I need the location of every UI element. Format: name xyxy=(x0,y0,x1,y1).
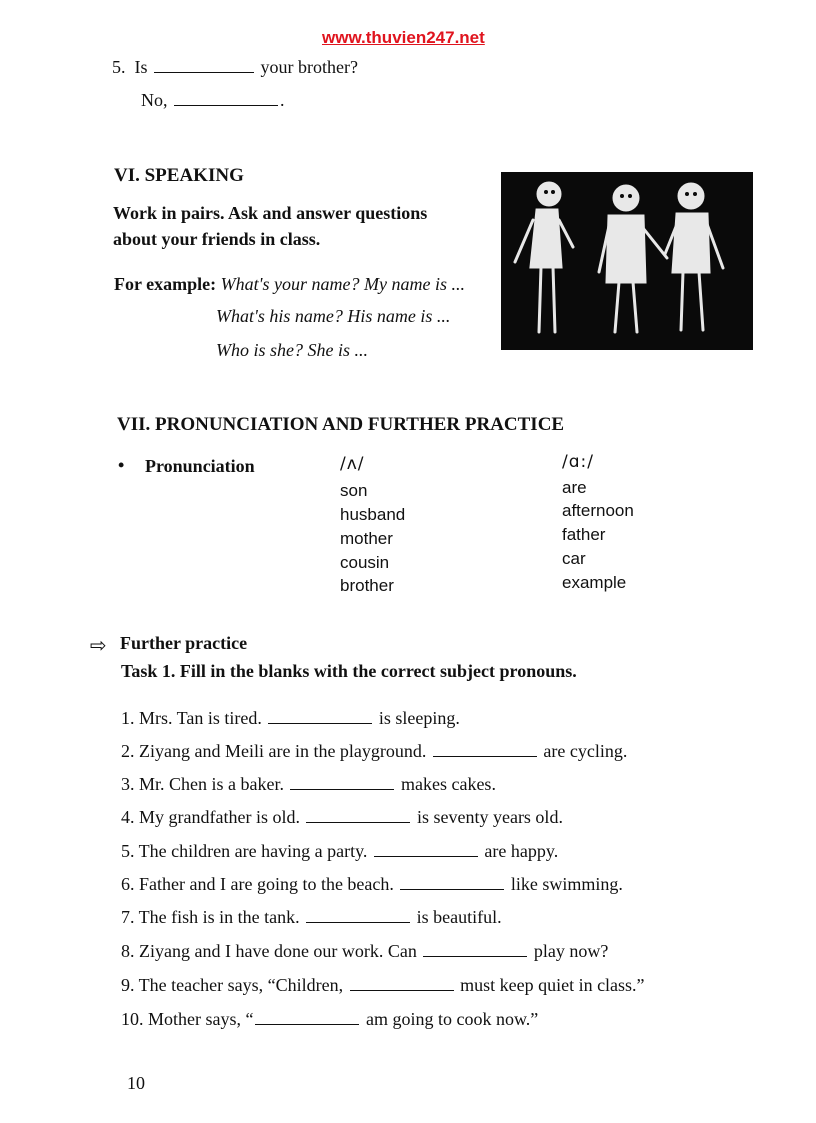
item-text: 8. Ziyang and I have done our work. Can xyxy=(121,941,417,961)
word-list-item: mother xyxy=(340,529,393,548)
item-text-end: must keep quiet in class.” xyxy=(460,975,645,995)
item-text-end: makes cakes. xyxy=(400,774,496,794)
task-title: Task 1. Fill in the blanks with the correct subject pronouns. xyxy=(121,661,577,681)
period: . xyxy=(280,90,285,110)
answer-blank[interactable] xyxy=(374,842,478,857)
item-text-end: is seventy years old. xyxy=(416,807,563,827)
word-list-item: son xyxy=(340,481,368,500)
answer-blank[interactable] xyxy=(174,91,278,106)
example-row-3: Who is she? She is ... xyxy=(216,340,368,360)
task-item xyxy=(121,774,496,795)
bullet: • xyxy=(118,455,125,475)
word-list-item: example xyxy=(562,573,627,592)
item-text-end: am going to cook now.” xyxy=(365,1009,539,1029)
item-text-end: are cycling. xyxy=(543,741,628,761)
answer-blank[interactable] xyxy=(154,58,254,73)
task-item xyxy=(121,708,460,729)
task-item xyxy=(121,1009,538,1030)
answer-blank[interactable] xyxy=(350,976,454,991)
speaking-instruction-2: about your friends in class. xyxy=(113,229,321,249)
arrow-right-icon: ⇨ xyxy=(90,633,107,657)
answer-blank[interactable] xyxy=(306,908,410,923)
task-item xyxy=(121,807,563,828)
answer-text: No, xyxy=(141,90,168,110)
item-text: 5. The children are having a party. xyxy=(121,841,368,861)
answer-blank[interactable] xyxy=(255,1010,359,1025)
question-text: Is xyxy=(134,57,148,77)
word-list-item: are xyxy=(562,478,587,497)
prev-answer-5 xyxy=(141,90,285,111)
item-text-end: is beautiful. xyxy=(416,907,502,927)
item-text: 10. Mother says, “ xyxy=(121,1009,254,1029)
pronunciation-heading: VII. PRONUNCIATION AND FURTHER PRACTICE xyxy=(117,414,565,435)
example-row-1 xyxy=(114,274,465,295)
task-item xyxy=(121,975,645,996)
further-practice-heading: Further practice xyxy=(120,633,248,653)
task-item xyxy=(121,841,558,862)
answer-blank[interactable] xyxy=(268,709,372,724)
word-list-item: afternoon xyxy=(562,501,634,520)
item-text: 1. Mrs. Tan is tired. xyxy=(121,708,262,728)
prev-question-5 xyxy=(112,57,358,78)
speaking-instruction-1: Work in pairs. Ask and answer questions xyxy=(113,203,428,223)
task-item xyxy=(121,874,623,895)
word-list-item: car xyxy=(562,549,586,568)
answer-blank[interactable] xyxy=(290,775,394,790)
word-list-item: cousin xyxy=(340,553,390,572)
example-row-2: What's his name? His name is ... xyxy=(216,306,451,326)
item-text-end: like swimming. xyxy=(510,874,623,894)
item-text-end: is sleeping. xyxy=(378,708,460,728)
word-list-item: father xyxy=(562,525,606,544)
answer-blank[interactable] xyxy=(423,942,527,957)
item-text: 6. Father and I are going to the beach. xyxy=(121,874,394,894)
item-text-end: are happy. xyxy=(484,841,559,861)
answer-blank[interactable] xyxy=(433,742,537,757)
watermark-link[interactable]: www.thuvien247.net xyxy=(322,28,485,47)
word-list-item: husband xyxy=(340,505,406,524)
phoneme-col2: /ɑ:/ xyxy=(562,452,594,472)
question-number: 5. xyxy=(112,57,126,77)
cartoon-people-icon xyxy=(501,172,753,350)
item-text: 4. My grandfather is old. xyxy=(121,807,300,827)
item-text: 2. Ziyang and Meili are in the playground. xyxy=(121,741,427,761)
speaking-heading: VI. SPEAKING xyxy=(114,165,244,186)
item-text-end: play now? xyxy=(533,941,609,961)
item-text: 7. The fish is in the tank. xyxy=(121,907,300,927)
task-item xyxy=(121,741,627,762)
question-text-end: your brother? xyxy=(260,57,358,77)
example-label: For example: xyxy=(114,274,217,294)
phoneme-col1: /ʌ/ xyxy=(340,454,365,474)
item-text: 3. Mr. Chen is a baker. xyxy=(121,774,284,794)
task-item xyxy=(121,941,608,962)
item-text: 9. The teacher says, “Children, xyxy=(121,975,344,995)
answer-blank[interactable] xyxy=(400,875,504,890)
pronunciation-label: Pronunciation xyxy=(145,456,255,476)
example-text: What's your name? My name is ... xyxy=(220,274,465,294)
word-list-item: brother xyxy=(340,576,394,595)
task-item xyxy=(121,907,502,928)
answer-blank[interactable] xyxy=(306,808,410,823)
page-number: 10 xyxy=(127,1073,145,1093)
